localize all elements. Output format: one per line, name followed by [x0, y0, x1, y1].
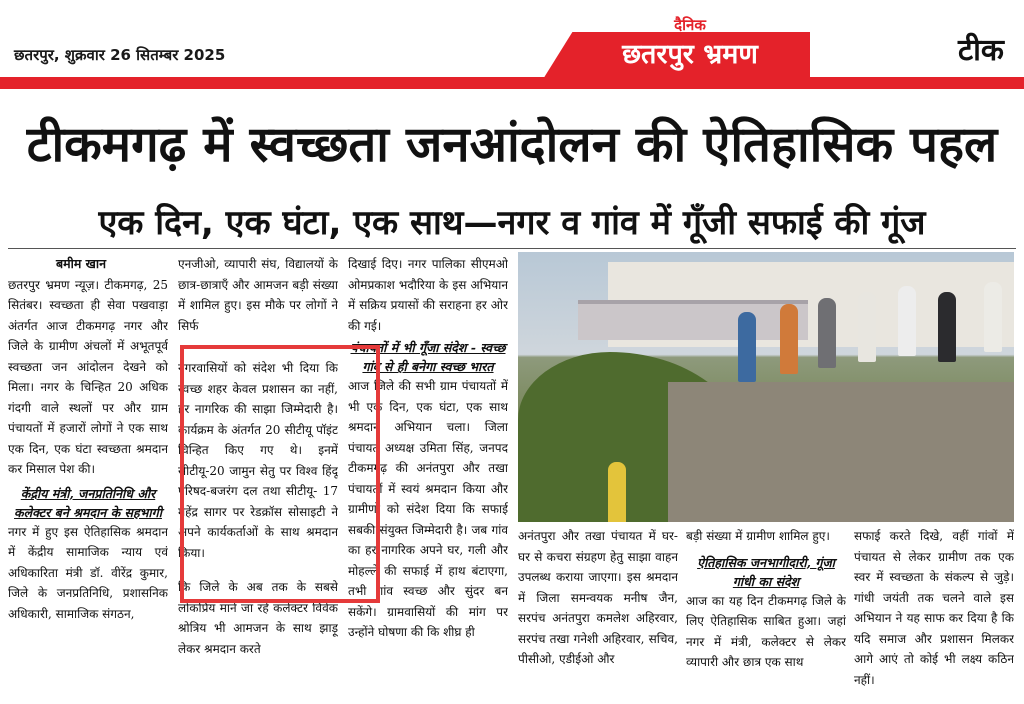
newspaper-logo [590, 16, 790, 76]
column-3-subheading: पंचायतों में भी गूँजा संदेश - स्वच्छ गांव से ही बनेगा स्वच्छ भारत [350, 340, 506, 374]
masthead [0, 0, 1024, 92]
column-5-subheading: ऐतिहासिक जनभागीदारी, गूंजा गांधी का संदेश [697, 554, 835, 589]
column-1-subheading: केंद्रीय मंत्री, जनप्रतिनिधि और कलेक्टर बने श्रमदान के सहभागी [14, 485, 162, 520]
headline: टीकमगढ़ में स्वच्छता जनआंदोलन की ऐतिहासिक पहल [26, 116, 998, 173]
column-2-paragraph-3: कि जिले के अब तक के सबसे लोकप्रिय माने जा रहे कलेक्टर विवेक श्रोत्रिय भी आमजन के साथ झाड़ू लेकर श्रमदान करते [178, 580, 338, 656]
masthead-red-band [0, 77, 1024, 89]
cropped-neighbor-title: टीक [958, 33, 1004, 68]
column-5-paragraph: बड़ी संख्या में ग्रामीण शामिल हुए। [686, 529, 830, 543]
photo-person [780, 304, 798, 374]
photo-fence [578, 300, 808, 340]
article-column-1 [8, 254, 168, 704]
logo-small-text: दैनिक [674, 16, 706, 34]
column-2-paragraph: एनजीओ, व्यापारी संघ, विद्यालयों के छात्र-छात्राएँ और आमजन बड़ी संख्या में शामिल हुए। इस मौके पर लोगों ने सिर्फ [178, 257, 338, 333]
photo-person [984, 282, 1002, 352]
column-5-paragraph-2: आज का यह दिन टीकमगढ़ जिले के लिए ऐतिहासिक साबित हुआ। जहां नगर में मंत्री, कलेक्टर से लेकर व्यापारी और छात्र एक साथ [686, 593, 846, 669]
photo-person [818, 298, 836, 368]
article-column-4 [518, 526, 678, 704]
divider-rule [8, 248, 1016, 249]
red-highlight-box [180, 345, 380, 603]
photo-drain-wall [668, 382, 1014, 522]
photo-person [938, 292, 956, 362]
column-6-paragraph: सफाई करते दिखे, वहीं गांवों में पंचायत से लेकर ग्रामीण तक एक स्वर में स्वच्छता के संकल्प से जुड़े। गांधी जयंती तक चलने वाले इस अभियान ने यह साफ कर दिया है कि यदि समाज और प्रशासन मिलकर आगे आएं तो कोई भी लक्ष्य कठिन नहीं। [854, 529, 1014, 687]
byline: बमीम खान [56, 256, 107, 271]
column-1-paragraph-2: नगर में हुए इस ऐतिहासिक श्रमदान में केंद्रीय सामाजिक न्याय एवं अधिकारिता मंत्री डॉ. वीरेंद्र कुमार, जिले के जनप्रतिनिधि, प्रशासनिक अधिकारी, सामाजिक संगठन, [8, 524, 168, 621]
column-3-paragraph-2: आज जिले की सभी ग्राम पंचायतों में भी एक दिन, एक घंटा, एक साथ श्रमदान अभियान चला। जिला पंचायत अध्यक्ष उमिता सिंह, जनपद टीकमगढ़ की अनंतपुरा और तखा पंचायतों में स्वयं श्रमदान किया और ग्रामीणों को संदेश दिया कि सफाई सबकी संयुक्त जिम्मेदारी है। जब गांव का हर नागरिक अपने घर, गली और मोहल्ले की सफाई में हाथ बंटाएगा, तभी गांव स्वच्छ और सुंदर बन सकेंगे। ग्रामवासियों की मांग पर उन्होंने घोषणा की कि शीघ्र ही [348, 379, 508, 639]
column-2-highlighted-paragraph: नगरवासियों को संदेश भी दिया कि स्वच्छ शहर केवल प्रशासन का नहीं, हर नागरिक की साझा जिम्मेदारी है। कार्यक्रम के अंतर्गत 20 सीटीयू पॉइंट चिन्हित किए गए थे। इनमें सीटीयू-20 जामुन सेतु पर विश्व हिंदू परिषद-बजरंग दल तथा सीटीयू- 17 महेंद्र सागर पर रेडक्रॉस सोसाइटी ने अपने कार्यकर्ताओं के साथ श्रमदान किया। [178, 361, 338, 560]
column-4-paragraph: अनंतपुरा और तखा पंचायत में घर-घर से कचरा संग्रहण हेतु साझा वाहन उपलब्ध कराया जाएगा। इस श्रमदान में जिला समन्वयक मनीष जैन, सरपंच अनंतपुरा कमलेश अहिरवार, सरपंच तखा गनेशी अहिरवार, सचिव, पीसीओ, एडीईओ और [518, 529, 678, 666]
article-column-6 [854, 526, 1014, 704]
subheadline: एक दिन, एक घंटा, एक साथ—नगर व गांव में गूँजी सफाई की गूंज [98, 203, 926, 243]
cleanup-drive-photo [518, 252, 1014, 522]
photo-person [738, 312, 756, 382]
column-3-paragraph: दिखाई दिए। नगर पालिका सीएमओ ओमप्रकाश भदौरिया के इस अभियान में सक्रिय प्रयासों की सराहना हर ओर की गई। [348, 257, 508, 333]
column-1-paragraph: छतरपुर भ्रमण न्यूज़। टीकमगढ़, 25 सितंबर। स्वच्छता ही सेवा पखवाड़ा अंतर्गत आज टीकमगढ़ नगर और जिले के ग्रामीण अंचलों में अभूतपूर्व स्वच्छता जन आंदोलन देखने को मिला। नगर के चिन्हित 20 अधिक गंदगी वाले स्थलों पर और ग्राम पंचायतों में हजारों लोगों ने एक साथ एक दिन, एक घंटा स्वच्छता श्रमदान कर मिसाल पेश की। [8, 277, 168, 476]
photo-person [858, 292, 876, 362]
article-column-5 [686, 526, 846, 704]
logo-main-text: छतरपुर भ्रमण [622, 39, 758, 70]
photo-person [608, 462, 626, 522]
dateline: छतरपुर, शुक्रवार 26 सितम्बर 2025 [14, 46, 226, 64]
photo-person [898, 286, 916, 356]
